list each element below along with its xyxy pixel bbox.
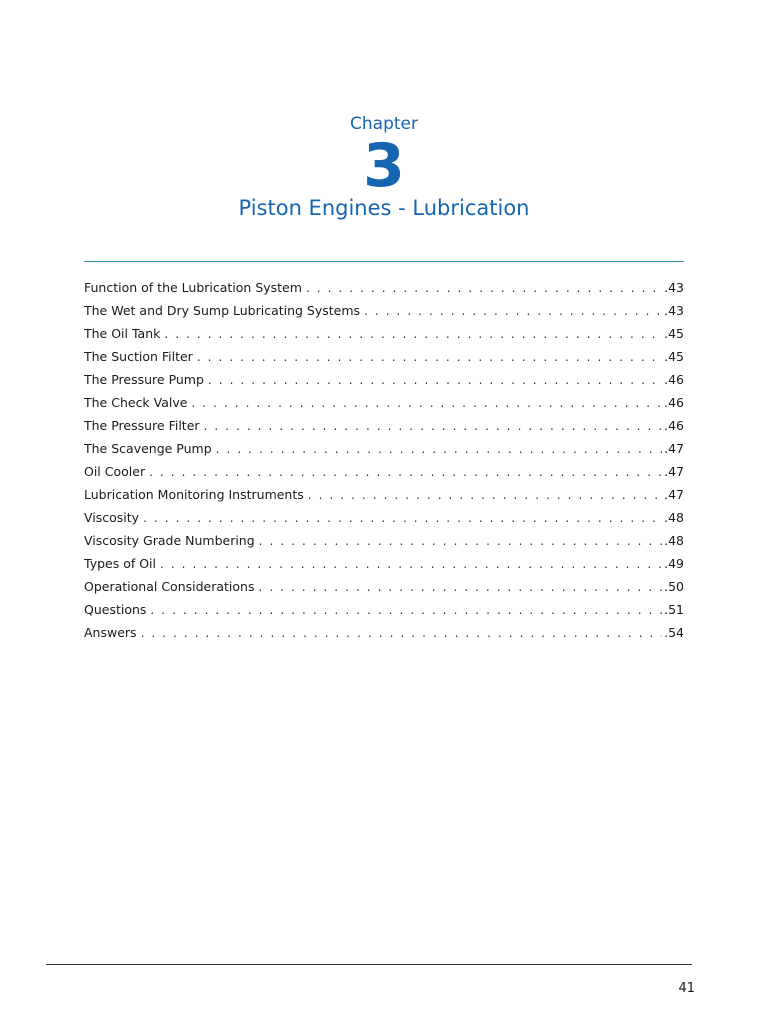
footer-divider [46, 964, 692, 965]
toc-entry-page: .46 [664, 372, 684, 387]
toc-entry-page: .43 [664, 280, 684, 295]
toc-entry-label: Types of Oil [84, 556, 157, 571]
toc-entry-page: .51 [664, 602, 684, 617]
toc-entry-label: Viscosity Grade Numbering [84, 533, 255, 548]
toc-entry[interactable] [84, 349, 684, 372]
toc-leader-dots [149, 465, 662, 479]
chapter-title: Piston Engines - Lubrication [238, 196, 530, 220]
toc-entry[interactable] [84, 602, 684, 625]
toc-entry[interactable] [84, 372, 684, 395]
toc-leader-dots [160, 557, 662, 571]
toc-entry-page: .43 [664, 303, 684, 318]
toc-entry-page: .48 [664, 533, 684, 548]
toc-leader-dots [143, 511, 662, 525]
toc-entry-page: .47 [664, 464, 684, 479]
toc-entry-label: The Scavenge Pump [84, 441, 212, 456]
toc-leader-dots [306, 281, 662, 295]
toc-entry-label: Viscosity [84, 510, 140, 525]
toc-entry-label: The Pressure Pump [84, 372, 204, 387]
toc-entry[interactable] [84, 487, 684, 510]
toc-entry-label: The Pressure Filter [84, 418, 200, 433]
toc-entry-label: The Check Valve [84, 395, 188, 410]
toc-entry-page: .46 [664, 395, 684, 410]
toc-entry-label: The Oil Tank [84, 326, 161, 341]
page-number: 41 [678, 981, 695, 996]
toc-entry-label: The Wet and Dry Sump Lubricating Systems [84, 303, 361, 318]
toc-leader-dots [308, 488, 662, 502]
toc-leader-dots [197, 350, 662, 364]
toc-entry-label: Oil Cooler [84, 464, 146, 479]
toc-entry-page: .48 [664, 510, 684, 525]
toc-entry-label: Answers [84, 625, 137, 640]
toc-leader-dots [208, 373, 662, 387]
toc-entry[interactable] [84, 533, 684, 556]
toc-entry-label: The Suction Filter [84, 349, 193, 364]
toc-entry[interactable] [84, 280, 684, 303]
toc-entry[interactable] [84, 303, 684, 326]
toc-entry[interactable] [84, 579, 684, 602]
toc-leader-dots [258, 580, 662, 594]
toc-entry-label: Function of the Lubrication System [84, 280, 302, 295]
toc-entry[interactable] [84, 395, 684, 418]
toc-entry-page: .47 [664, 441, 684, 456]
toc-entry-page: .50 [664, 579, 684, 594]
toc-entry[interactable] [84, 510, 684, 533]
toc-entry[interactable] [84, 556, 684, 579]
toc-entry-label: Questions [84, 602, 147, 617]
toc-entry[interactable] [84, 441, 684, 464]
toc-entry[interactable] [84, 418, 684, 441]
table-of-contents [84, 280, 684, 648]
toc-entry-page: .45 [664, 326, 684, 341]
toc-entry-page: .45 [664, 349, 684, 364]
toc-leader-dots [216, 442, 662, 456]
toc-entry-page: .49 [664, 556, 684, 571]
chapter-number: 3 [363, 131, 405, 201]
toc-leader-dots [364, 304, 662, 318]
toc-leader-dots [150, 603, 662, 617]
toc-leader-dots [204, 419, 663, 433]
toc-entry-page: .54 [664, 625, 684, 640]
toc-leader-dots [191, 396, 662, 410]
toc-entry[interactable] [84, 625, 684, 648]
toc-entry[interactable] [84, 464, 684, 487]
title-divider [84, 261, 684, 262]
chapter-label: Chapter [350, 114, 418, 134]
toc-entry-label: Operational Considerations [84, 579, 255, 594]
toc-entry[interactable] [84, 326, 684, 349]
toc-entry-page: .47 [664, 487, 684, 502]
toc-entry-page: .46 [664, 418, 684, 433]
toc-leader-dots [141, 626, 663, 640]
toc-entry-label: Lubrication Monitoring Instruments [84, 487, 304, 502]
toc-leader-dots [259, 534, 662, 548]
toc-leader-dots [164, 327, 662, 341]
